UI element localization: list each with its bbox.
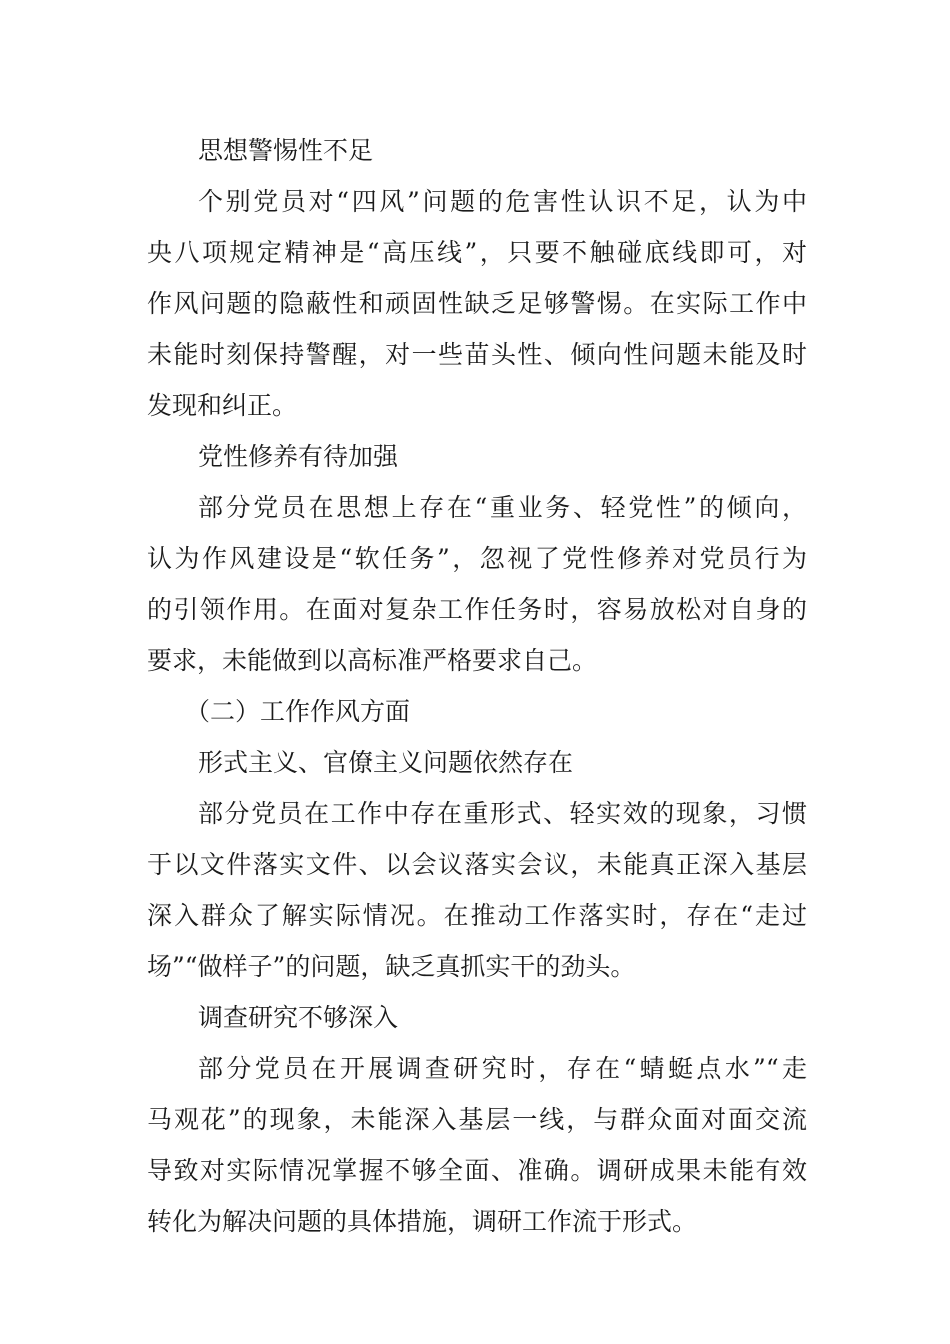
paragraph-line: 导致对实际情况掌握不够全面、准确。调研成果未能有效 xyxy=(147,1156,807,1185)
paragraph-line: 部分党员在工作中存在重形式、轻实效的现象，习惯 xyxy=(198,799,807,828)
paragraph-line: 作风问题的隐蔽性和顽固性缺乏足够警惕。在实际工作中 xyxy=(147,289,807,318)
paragraph-line: 部分党员在开展调查研究时，存在“蜻蜓点水”“走 xyxy=(198,1054,807,1083)
paragraph-line: 马观花”的现象，未能深入基层一线，与群众面对面交流 xyxy=(147,1105,807,1134)
paragraph-line: 要求，未能做到以高标准严格要求自己。 xyxy=(147,646,598,675)
section-heading-work-style: （二）工作作风方面 xyxy=(185,697,411,726)
paragraph-line: 部分党员在思想上存在“重业务、轻党性”的倾向， xyxy=(198,493,807,522)
paragraph-line: 发现和纠正。 xyxy=(147,391,298,420)
paragraph-line: 的引领作用。在面对复杂工作任务时，容易放松对自身的 xyxy=(147,595,807,624)
paragraph-line: 深入群众了解实际情况。在推动工作落实时，存在“走过 xyxy=(147,901,807,930)
subheading-ideological-vigilance: 思想警惕性不足 xyxy=(198,136,374,165)
subheading-research: 调查研究不够深入 xyxy=(198,1003,399,1032)
paragraph-line: 转化为解决问题的具体措施，调研工作流于形式。 xyxy=(147,1207,698,1236)
paragraph-research xyxy=(147,1043,807,1247)
paragraph-line: 认为作风建设是“软任务”，忽视了党性修养对党员行为 xyxy=(147,544,807,573)
paragraph-line: 于以文件落实文件、以会议落实会议，未能真正深入基层 xyxy=(147,850,807,879)
document-body xyxy=(147,125,807,1247)
subheading-formalism: 形式主义、官僚主义问题依然存在 xyxy=(198,748,574,777)
paragraph-line: 未能时刻保持警醒，对一些苗头性、倾向性问题未能及时 xyxy=(147,340,807,369)
subheading-party-cultivation: 党性修养有待加强 xyxy=(198,442,399,471)
paragraph-ideological-vigilance xyxy=(147,176,807,431)
paragraph-party-cultivation xyxy=(147,482,807,686)
paragraph-line: 个别党员对“四风”问题的危害性认识不足，认为中 xyxy=(198,187,807,216)
paragraph-line: 央八项规定精神是“高压线”，只要不触碰底线即可，对 xyxy=(147,238,807,267)
paragraph-formalism xyxy=(147,788,807,992)
paragraph-line: 场”“做样子”的问题，缺乏真抓实干的劲头。 xyxy=(147,952,636,981)
